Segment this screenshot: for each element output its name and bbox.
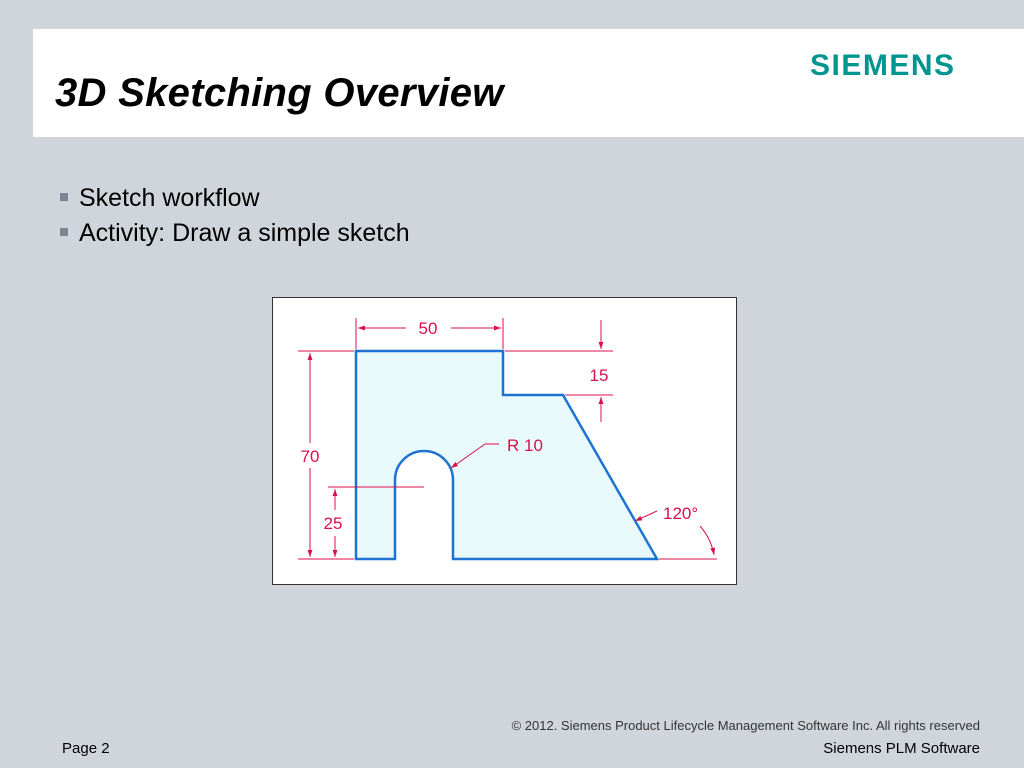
part-profile	[356, 351, 657, 559]
bullet-text: Sketch workflow	[79, 184, 260, 212]
siemens-logo: SIEMENS	[810, 49, 956, 82]
footer-brand: Siemens PLM Software	[823, 740, 980, 757]
square-bullet-icon	[60, 193, 68, 201]
copyright-notice: © 2012. Siemens Product Lifecycle Management Software Inc. All rights reserved	[511, 718, 980, 733]
sketch-svg	[273, 298, 736, 584]
bullet-item	[60, 216, 410, 251]
title-bar	[33, 29, 1024, 137]
dim-25-label: 25	[323, 514, 343, 533]
dim-70-label: 70	[300, 447, 320, 466]
bullet-item	[60, 181, 410, 216]
dim-radius-label: R 10	[507, 436, 543, 455]
dim-angle-label: 120°	[663, 504, 699, 523]
bullet-list	[60, 181, 410, 251]
square-bullet-icon	[60, 228, 68, 236]
dim-50-label: 50	[418, 319, 438, 338]
dim-15-label: 15	[589, 366, 609, 385]
sketch-drawing	[272, 297, 737, 585]
bullet-text: Activity: Draw a simple sketch	[79, 219, 410, 247]
slide-title: 3D Sketching Overview	[55, 71, 504, 115]
page-number: Page 2	[62, 740, 110, 757]
